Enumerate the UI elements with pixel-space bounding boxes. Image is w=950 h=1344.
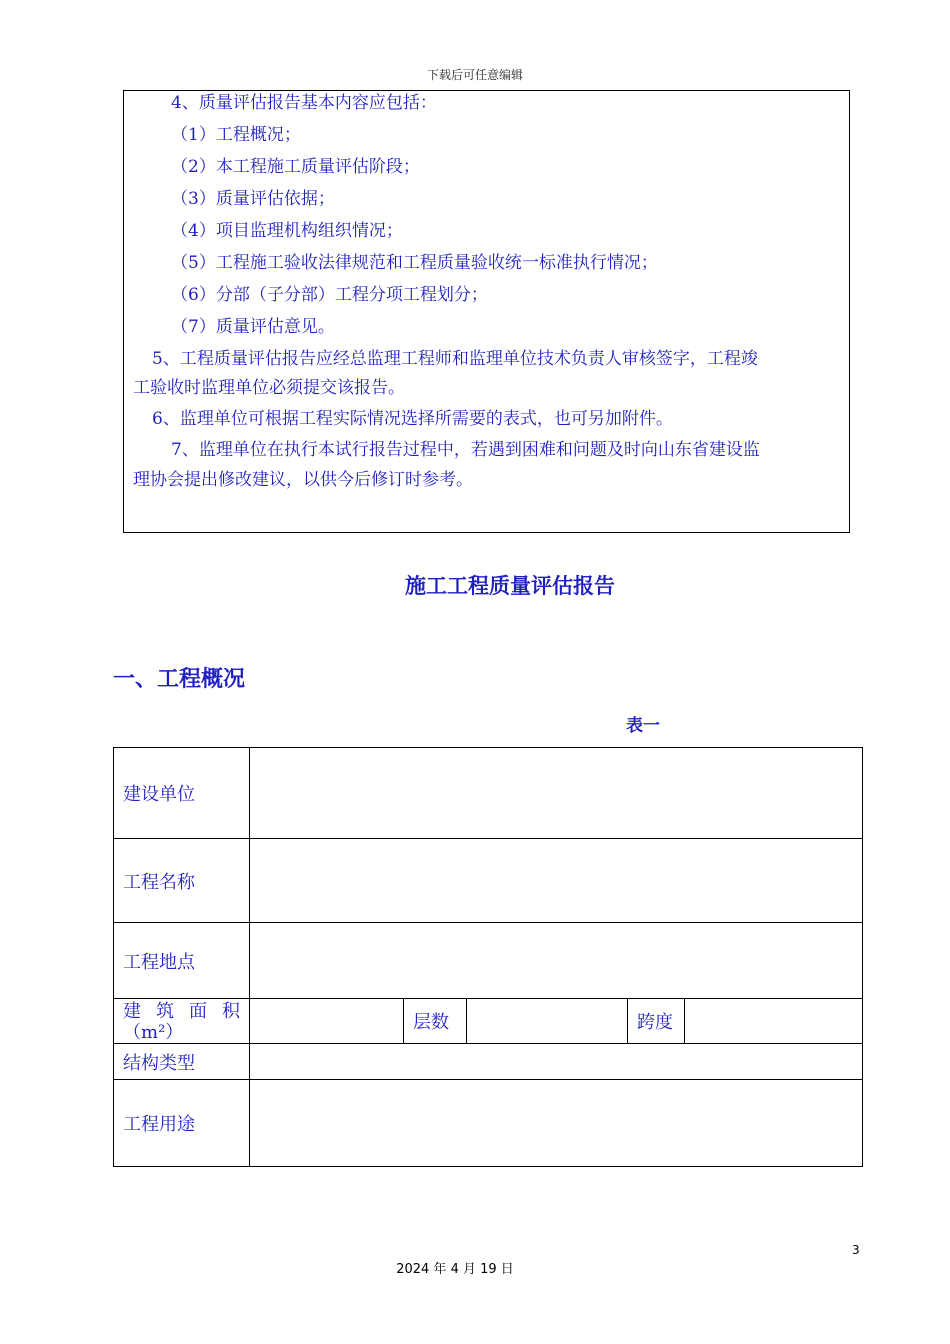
page-header: 下载后可任意编辑 xyxy=(426,68,523,82)
note-sub-5: （5）工程施工验收法律规范和工程质量验收统一标准执行情况； xyxy=(171,253,658,273)
note-item-7-line-1: 7、监理单位在执行本试行报告过程中，若遇到困难和问题及时向山东省建设监 xyxy=(171,440,760,460)
footer-date: 2024 年 4 月 19 日 xyxy=(396,1262,514,1277)
building-area-label-text: 建 筑 面 积 xyxy=(123,1001,240,1022)
span-value-cell[interactable] xyxy=(685,999,863,1044)
section-heading: 一、工程概况 xyxy=(113,667,246,692)
usage-value-cell[interactable] xyxy=(250,1080,863,1167)
structure-type-label: 结构类型 xyxy=(114,1044,250,1080)
page-number: 3 xyxy=(852,1243,860,1257)
note-sub-4: （4）项目监理机构组织情况； xyxy=(171,221,403,241)
table-row xyxy=(114,748,863,839)
table-row xyxy=(114,1080,863,1167)
span-label: 跨度 xyxy=(628,999,685,1044)
note-sub-3: （3）质量评估依据； xyxy=(171,189,335,209)
location-label: 工程地点 xyxy=(114,923,250,999)
usage-label: 工程用途 xyxy=(114,1080,250,1167)
note-item-5-line-2: 工验收时监理单位必须提交该报告。 xyxy=(133,378,405,398)
builder-value-cell[interactable] xyxy=(250,748,863,839)
note-sub-1: （1）工程概况； xyxy=(171,125,301,145)
table-row xyxy=(114,999,863,1044)
structure-type-value-cell[interactable] xyxy=(250,1044,863,1080)
table-row xyxy=(114,923,863,999)
building-area-value-cell[interactable] xyxy=(250,999,404,1044)
note-item-4: 4、质量评估报告基本内容应包括： xyxy=(171,93,437,113)
note-item-7-line-2: 理协会提出修改建议，以供今后修订时参考。 xyxy=(133,470,473,490)
building-area-unit: （m²） xyxy=(123,1022,184,1043)
note-sub-6: （6）分部（子分部）工程分项工程划分； xyxy=(171,285,488,305)
location-value-cell[interactable] xyxy=(250,923,863,999)
builder-label: 建设单位 xyxy=(114,748,250,839)
instructions-box xyxy=(123,90,850,533)
note-item-6: 6、监理单位可根据工程实际情况选择所需要的表式，也可另加附件。 xyxy=(152,409,673,429)
project-name-value-cell[interactable] xyxy=(250,839,863,923)
project-overview-table xyxy=(113,747,863,1167)
table-row xyxy=(114,1044,863,1080)
report-title: 施工工程质量评估报告 xyxy=(405,574,615,598)
note-sub-2: （2）本工程施工质量评估阶段； xyxy=(171,157,420,177)
table-caption: 表一 xyxy=(626,716,660,736)
table-row xyxy=(114,839,863,923)
note-item-5-line-1: 5、工程质量评估报告应经总监理工程师和监理单位技术负责人审核签字，工程竣 xyxy=(152,349,758,369)
project-name-label: 工程名称 xyxy=(114,839,250,923)
building-area-label xyxy=(114,999,250,1044)
floors-value-cell[interactable] xyxy=(467,999,628,1044)
floors-label: 层数 xyxy=(404,999,467,1044)
note-sub-7: （7）质量评估意见。 xyxy=(171,317,335,337)
